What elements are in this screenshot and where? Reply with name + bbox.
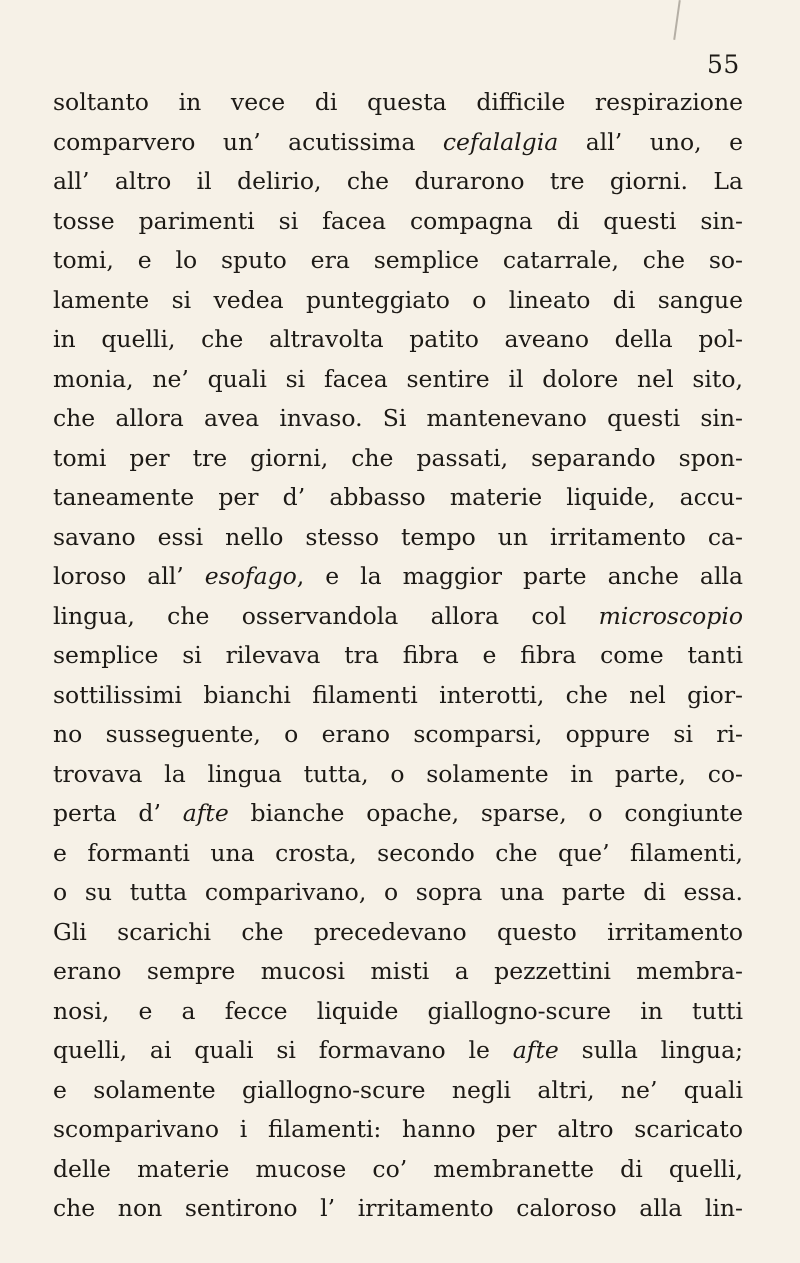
text-segment: loroso all’ — [53, 562, 205, 590]
text-segment: , e la maggior parte anche alla — [296, 562, 743, 590]
text-segment: taneamente per d’ abbasso materie liquide, accu- — [53, 483, 743, 511]
text-segment: semplice si rilevava tra fibra e fibra come tanti — [53, 641, 743, 669]
text-line — [53, 123, 743, 163]
text-line — [53, 992, 743, 1032]
text-segment: trovava la lingua tutta, o solamente in parte, co- — [53, 759, 743, 788]
italic-term: afte — [182, 799, 229, 827]
text-line — [53, 557, 743, 597]
text-segment: quelli, ai quali si formavano le — [53, 1036, 513, 1064]
italic-term: microscopio — [598, 601, 743, 630]
page-number: 55 — [707, 50, 740, 79]
text-line — [53, 360, 743, 400]
text-line — [53, 794, 743, 834]
text-segment: lingua, che osservandola allora col — [53, 601, 599, 630]
text-line — [53, 202, 743, 242]
text-line — [53, 1150, 743, 1190]
text-segment: nosi, e a fecce liquide giallogno-scure in tutti — [53, 996, 743, 1025]
text-segment: all’ uno, e — [558, 127, 743, 156]
text-segment: bianche opache, sparse, o congiunte — [228, 799, 743, 827]
text-line — [53, 873, 743, 913]
text-segment: che non sentirono l’ irritamento caloroso alla lin- — [53, 1194, 743, 1222]
text-segment: o su tutta comparivano, o sopra una parte di essa. — [53, 878, 743, 906]
italic-term: afte — [512, 1036, 559, 1064]
text-line — [53, 1031, 743, 1071]
text-segment: perta d’ — [53, 799, 183, 827]
text-segment: all’ altro il delirio, che durarono tre giorni. La — [53, 167, 743, 195]
stray-pen-mark — [673, 0, 681, 40]
text-segment: scomparivano i filamenti: hanno per altro scaricato — [53, 1115, 743, 1143]
text-line — [53, 83, 743, 123]
text-line — [53, 597, 743, 637]
text-line — [53, 241, 743, 281]
body-text — [53, 83, 743, 1229]
italic-term: esofago — [204, 562, 297, 590]
text-segment: monia, ne’ quali si facea sentire il dolore nel sito, — [53, 364, 743, 393]
text-segment: che allora avea invaso. Si mantenevano questi sin- — [53, 404, 743, 432]
text-line — [53, 478, 743, 518]
text-line — [53, 399, 743, 439]
text-line — [53, 162, 743, 202]
text-segment: tosse parimenti si facea compagna di questi sin- — [53, 206, 743, 235]
text-line — [53, 715, 743, 755]
text-segment: lamente si vedea punteggiato o lineato di sangue — [53, 285, 743, 314]
text-line — [53, 518, 743, 558]
text-segment: no susseguente, o erano scomparsi, oppure si ri- — [53, 720, 743, 748]
text-segment: tomi, e lo sputo era semplice catarrale, che so- — [53, 246, 743, 274]
text-segment: e solamente giallogno-scure negli altri, ne’ quali — [53, 1075, 743, 1104]
text-line — [53, 1110, 743, 1150]
text-segment: soltanto in vece di questa difficile respirazione — [53, 88, 743, 116]
text-segment: in quelli, che altravolta patito aveano della pol- — [53, 325, 743, 353]
text-segment: sottilissimi bianchi filamenti interotti, che nel gior- — [53, 680, 743, 709]
text-line — [53, 1071, 743, 1111]
text-segment: e formanti una crosta, secondo che que’ filamenti, — [53, 838, 743, 867]
text-line — [53, 1189, 743, 1229]
text-line — [53, 439, 743, 479]
text-line — [53, 834, 743, 874]
text-line — [53, 913, 743, 953]
italic-term: cefalalgia — [442, 127, 559, 156]
text-segment: tomi per tre giorni, che passati, separando spon- — [53, 443, 743, 472]
text-segment: savano essi nello stesso tempo un irritamento ca- — [53, 522, 743, 551]
text-line — [53, 755, 743, 795]
text-line — [53, 281, 743, 321]
text-line — [53, 636, 743, 676]
text-segment: delle materie mucose co’ membranette di quelli, — [53, 1154, 743, 1183]
text-segment: erano sempre mucosi misti a pezzettini membra- — [53, 957, 743, 985]
text-line — [53, 320, 743, 360]
text-line — [53, 676, 743, 716]
text-segment: comparvero un’ acutissima — [53, 127, 443, 156]
text-line — [53, 952, 743, 992]
text-segment: sulla lingua; — [558, 1036, 743, 1064]
text-segment: Gli scarichi che precedevano questo irritamento — [53, 917, 743, 946]
